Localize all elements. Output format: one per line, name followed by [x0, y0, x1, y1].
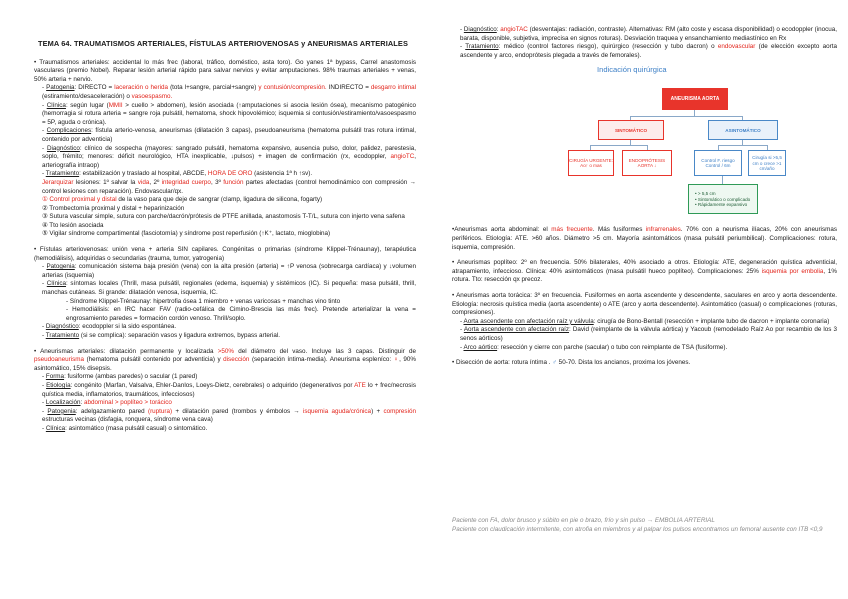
aneurismas-patogenia: - Patogenia: adelgazamiento pared (ruptura) + dilatación pared (trombos y émbolos → isquemia aguda/crónica) + compresión estructuras vecinas (disfagia, ronquera, síndrome vena cava) [42, 407, 416, 424]
trauma-diagnostico: - Diagnóstico: clínico de sospecha (mayores: sangrado pulsátil, hematoma expansivo, ausencia pulso, dolor, palidez, parestesia, soplo, frémito; menores: déficit neurológico, HTA inexplicable, ↓pulsos) + imagen de confirmación (rx, ecodoppler, angioTC, arteriografía intraop) [42, 144, 416, 169]
node-sintomatico: SINTOMÁTICO [598, 120, 664, 140]
node-control-riesgo: Control F. riesgo Control / 6m [694, 150, 742, 176]
trauma-clinica: - Clínica: según lugar (MMII > cuello > abdomen), lesión asociada (↑amputaciones si asocia lesión ósea), mecanismo patogénico (hemorragia si rotura arteria = sangre roja pulsátil, hematoma, shock hipovolémico; isquemia si contusión/estiramiento/vasoespasmo = 5P, aguda o crónica). [42, 101, 416, 126]
aneurisma-abdominal: •Aneurismas aorta abdominal: el más frecuente. Más fusiformes infrarrenales. 70% con a neurisma ilíacas, 20% con aneurismas periféricos. Etiología: ATE. >60 años. Diámetro >5 cm. Mayoría asintomáticos (masa pulsátil periumbilical). Complicaciones: rotura, isquemia, compresión. [452, 226, 837, 251]
aneurismas-diagnostico: - Diagnóstico: angioTAC (desventajas: radiación, contraste). Alternativas: RM (alto coste y escasa disponibilidad) o ecodoppler (inocua, barata, disponible, subjetiva, imprecisa en signos roturas). Desviación traquea y ensanchamiento mediastínico en Rx [460, 26, 837, 42]
trauma-step-1: ① Control proximal y distal de la vaso para que deje de sangrar (clamp, ligadura de silicona, fogarty) [42, 196, 323, 204]
node-aneurisma-aorta: ANEURISMA AORTA [662, 88, 728, 110]
aneurisma-toracica [452, 292, 837, 352]
note-embolia: Paciente con FA, dolor brusco y súbito en pie o brazo, frío y sin pulso → EMBOLIA ARTERIAL [452, 517, 715, 524]
trauma-complicaciones: - Complicaciones: fístula arterio-venosa, aneurismas (dilatación 3 capas), pseudoaneurisma (hematoma pulsátil tras rotura intimal, contenido por adventicia) [42, 127, 416, 143]
aneurisma-popliteo: • Aneurismas poplíteo: 2º en frecuencia. 50% bilaterales, 40% asociado a otros. Etiología: ATE, degeneración quística adventicial, atrapamiento, infeccioso. Clínica: 40% asintomáticos (masa pulsátil hueco poplíteo). Complicaciones: 25% isquemia por embolia, 1% rotura. Tto: resección qx precoz. [452, 259, 837, 284]
aneurismas-clinica: - Clínica: asintomático (masa pulsátil casual) o sintomático. [42, 424, 208, 432]
fistulas-patogenia: - Patogenia: comunicación sistema baja presión (vena) con la alta presión (arteria) = ↑P venosa (sobrecarga cardíaca) y ↓volumen arterias (isquemia) [42, 263, 416, 279]
right-column [452, 26, 837, 375]
fistulas-diagnostico: - Diagnóstico: ecodoppler si la sido espontánea. [42, 323, 177, 331]
node-criterios [688, 184, 758, 214]
node-cirugia-criterio: Cirugía si >5,5 cm o crece >1 cm/año [748, 150, 786, 176]
node-cirugia-urgente: CIRUGÍA URGENTE: Ao↑ o mas [568, 150, 614, 176]
aneurismas-forma: - Forma: fusiforme (ambas paredes) o sacular (1 pared) [42, 373, 198, 381]
fistulas-intro: • Fístulas arteriovenosas: unión vena + arteria SIN capilares. Congénitas o primarias (síndrome Klippel-Trénaunay), terapéutica (hemodiálisis), adquiridas o secundarias (trauma, tumor, yatrogenia) [34, 246, 416, 262]
node-asintomatico: ASINTOMÁTICO [708, 120, 778, 140]
diagram-connector [630, 116, 743, 117]
clinical-notes [452, 517, 837, 534]
criterio-3: • Rápidamente expansivo [695, 202, 748, 208]
diseccion-aorta: • Disección de aorta: rotura íntima . ♂ 50-70. Dista los ancianos, proxima los jóvenes. [452, 359, 691, 367]
aneurismas-section [34, 348, 416, 434]
fistulas-clinica: - Clínica: síntomas locales (Thrill, masa pulsátil, regionales (edema, isquemia) y sistémicos (IC). Si pequeña: masa pulsátil, thrill, manchas cutáneas. Si grande: dilatación venosa, isquemia, IC. [42, 280, 416, 297]
trauma-step-5: ⑤ Vigilar síndrome compartimental (fasciotomía) y síndrome post reperfusión (↑K⁺, lactato, mioglobina) [42, 230, 331, 238]
left-column [34, 40, 416, 441]
toracica-intro: • Aneurismas aorta torácica: 3º en frecuencia. Fusiformes en aorta ascendente y descendente, saculares en arco y aorta descendente. Etiología: necrosis quística media (aorta ascendente) o ATE (arco y aorta descendente). Asintomático (casual) o complicaciones (roturas, compresiones). [452, 291, 837, 317]
fistulas-klippel: - Síndrome Klippel-Trénaunay: hipertrofia ósea 1 miembro + venas varicosas + manchas vino tinto [66, 297, 341, 305]
diagram-connector [722, 176, 723, 184]
aneurismas-intro: • Aneurismas arteriales: dilatación permanente y localizada >50% del diámetro del vaso. Incluye las 3 capas. Distinguir de pseudoaneurisma (hematoma pulsátil contenido por adventicia) y disección (separación íntima-media). Aneurisma espleníco: ♀, 90% asintomático, 15% disepsis. [34, 347, 416, 372]
trauma-step-4: ④ Tto lesión asociada [42, 221, 104, 229]
trauma-tratamiento: - Tratamiento: estabilización y traslado al hospital, ABCDE, HORA DE ORO (asistencia 1ª h ↑sv). [42, 170, 313, 178]
fistulas-section [34, 246, 416, 341]
trauma-step-3: ③ Sutura vascular simple, sutura con parche/dacrón/prótesis de PTFE anillada, anastomosis T-T/L, sutura con injerto vena safena [42, 213, 405, 221]
trauma-step-2: ② Trombectomía proximal y distal + heparinización [42, 204, 185, 212]
trauma-intro: • Traumatismos arteriales: accidental lo más frec (laboral, tráfico, doméstico, asta toro). Go yanes 1ª bypass, Carrel anastomosis vasculares (premio Nobel). Reparar lesión arterial rápido para salvar nervios y evitar amputaciones. 98% traumas arteriales + venas, 50% arteria + nervio. [34, 58, 416, 83]
criterio-1: • > 5,5 cm [695, 190, 716, 196]
toracica-raiz-valvula: - Aorta ascendente con afectación raíz y válvula: cirugía de Bono-Bentall (resección + implante tubo de dacron + implante coronaria) [460, 317, 830, 325]
trauma-section [34, 59, 416, 239]
fistulas-hemodialisis: - Hemodiálisis: en IRC hacer FAV (radio-cefálica de Cimino-Brescia las más frec). Pretende arterializar la vena = engrosamiento paredes = formación cordón venoso. Thrill/soplo. [66, 306, 416, 322]
surgical-indication-diagram [482, 66, 782, 218]
trauma-jerarquizar: Jerarquizar lesiones: 1º salvar la vida, 2º integridad cuerpo, 3º función partes afectadas (control hemodinámico con compresión → control lesiones con reparación). Endovascular/qx. [42, 178, 416, 195]
node-endoprotesis: ENDOPRÓTESIS AORTA ↓ [622, 150, 672, 176]
diagram-connector [718, 145, 768, 146]
criterio-2: • Sintomático o complicado [695, 196, 751, 202]
aneurismas-etiologia: - Etiología: congénito (Marfan, Valsalva, Ehler-Danlos, Loeys-Dietz, cerebrales) o adquirido (degenerativos por ATE lo + frec/necrosis quística media, inflamatorios, traumáticos, infecciosos) [42, 381, 416, 398]
diagram-connector [590, 145, 648, 146]
toracica-raiz: - Aorta ascendente con afectación raíz: David (reimplante de la válvula aórtica) y Yacoub (remodelado Raíz Ao por recambio de los 3 senos aórticos) [460, 326, 837, 342]
diagram-title: Indicación quirúrgica [597, 65, 667, 75]
fistulas-tratamiento: - Tratamiento (si se complica): separación vasos y ligadura extremos, bypass arterial. [42, 332, 280, 339]
note-claudicacion: Paciente con claudicación intermitente, con atrofia en miembros y al palpar los pulsos encontramos un femoral ausente con ITB <0,9 [452, 525, 823, 533]
aneurismas-tratamiento: - Tratamiento: médico (control factores riesgo), quirúrgico (resección y tubo dacron) o endovascular (de elección excepto aorta ascendente y arco, endoprótesis plegada a través de femorales). [460, 43, 838, 59]
trauma-patogenia: - Patogenia: DIRECTO = laceración o herida (tota l+sangre, parcial+sangre) y contusión/compresión. INDIRECTO = desgarro intimal (estiramiento/desaceleración) o vasoespasmo. [42, 84, 416, 100]
toracica-arco: - Arco aórtico: resección y cierre con parche (sacular) o tubo con reimplante de TSA (fusiforme). [460, 343, 728, 351]
aneurismas-localizacion: - Localización: abdominal > poplíteo > torácico [42, 399, 172, 407]
page-title: TEMA 64. TRAUMATISMOS ARTERIALES, FÍSTULAS ARTERIOVENOSAS y ANEURISMAS ARTERIALES [38, 39, 408, 48]
